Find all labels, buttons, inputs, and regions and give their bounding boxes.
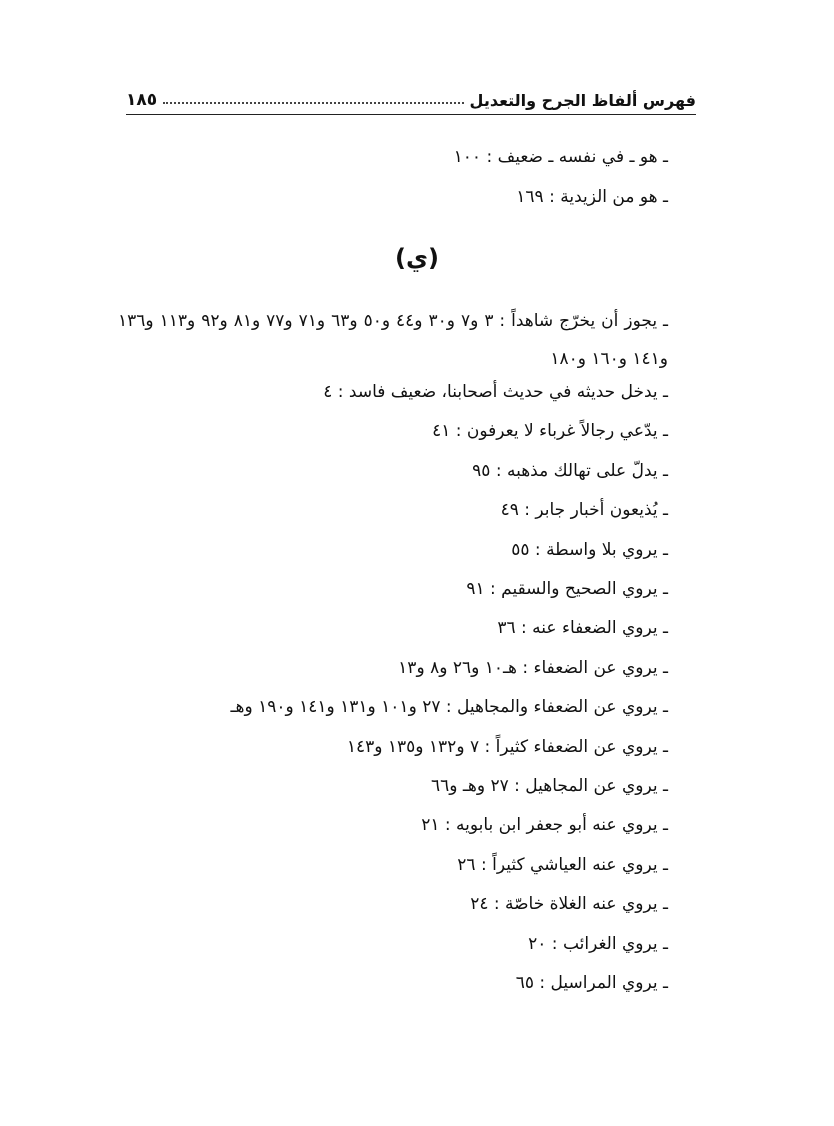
index-entry: ـ هو من الزيدية : ١٦٩ — [516, 187, 668, 207]
page-number: ١٨٥ — [126, 90, 158, 110]
index-entry: ـ يدلّ على تهالك مذهبه : ٩٥ — [472, 460, 668, 481]
index-entry: ـ يروي بلا واسطة : ٥٥ — [511, 539, 668, 560]
index-entry: ـ يروي عن الضعفاء والمجاهيل : ٢٧ و١٠١ و١٣١ و١٤١ و١٩٠ وهـ — [230, 697, 668, 718]
entries-list — [108, 373, 668, 1004]
index-entry: ـ يروي الصحيح والسقيم : ٩١ — [466, 579, 668, 600]
header-leader-dots — [163, 101, 463, 104]
top-entries-list — [108, 137, 668, 217]
index-entry: ـ يدّعي رجالاً غرباء لا يعرفون : ٤١ — [432, 421, 668, 442]
header-title: فهرس ألفاظ الجرح والتعديل — [469, 91, 696, 110]
index-entry: ـ يروي عنه أبو جعفر ابن بابويه : ٢١ — [421, 815, 668, 836]
section-heading: (ي) — [395, 244, 439, 272]
index-entry: ـ يروي الغرائب : ٢٠ — [528, 933, 668, 954]
index-entry-long: ـ يجوز أن يخرّج شاهداً : ٣ و٧ و٣٠ و٤٤ و٥٠ و٦٣ و٧١ و٧٧ و٨١ و٩٢ و١١٣ و١٣٦ و١٤١ و١٦٠ و١٨٠ — [118, 311, 669, 369]
index-entry: ـ يروي عن الضعفاء : هـ١٠ و٢٦ و٨ و١٣ — [398, 657, 668, 678]
index-entry: ـ يدخل حديثه في حديث أصحابنا، ضعيف فاسد : ٤ — [323, 382, 668, 402]
index-entry: ـ يروي الضعفاء عنه : ٣٦ — [497, 618, 668, 639]
index-entry: ـ هو ـ في نفسه ـ ضعيف : ١٠٠ — [453, 147, 668, 167]
index-entry: ـ يروي عنه الغلاة خاصّة : ٢٤ — [470, 894, 668, 915]
index-entry: ـ يروي عن الضعفاء كثيراً : ٧ و١٣٢ و١٣٥ و١٤٣ — [346, 736, 668, 757]
index-entry: ـ يُذيعون أخبار جابر : ٤٩ — [500, 500, 668, 521]
running-header — [126, 86, 696, 115]
index-entry: ـ يروي عنه العياشي كثيراً : ٢٦ — [457, 854, 668, 875]
index-entry: ـ يروي عن المجاهيل : ٢٧ وهـ و٦٦ — [431, 776, 668, 797]
index-entry: ـ يروي المراسيل : ٦٥ — [515, 973, 668, 994]
